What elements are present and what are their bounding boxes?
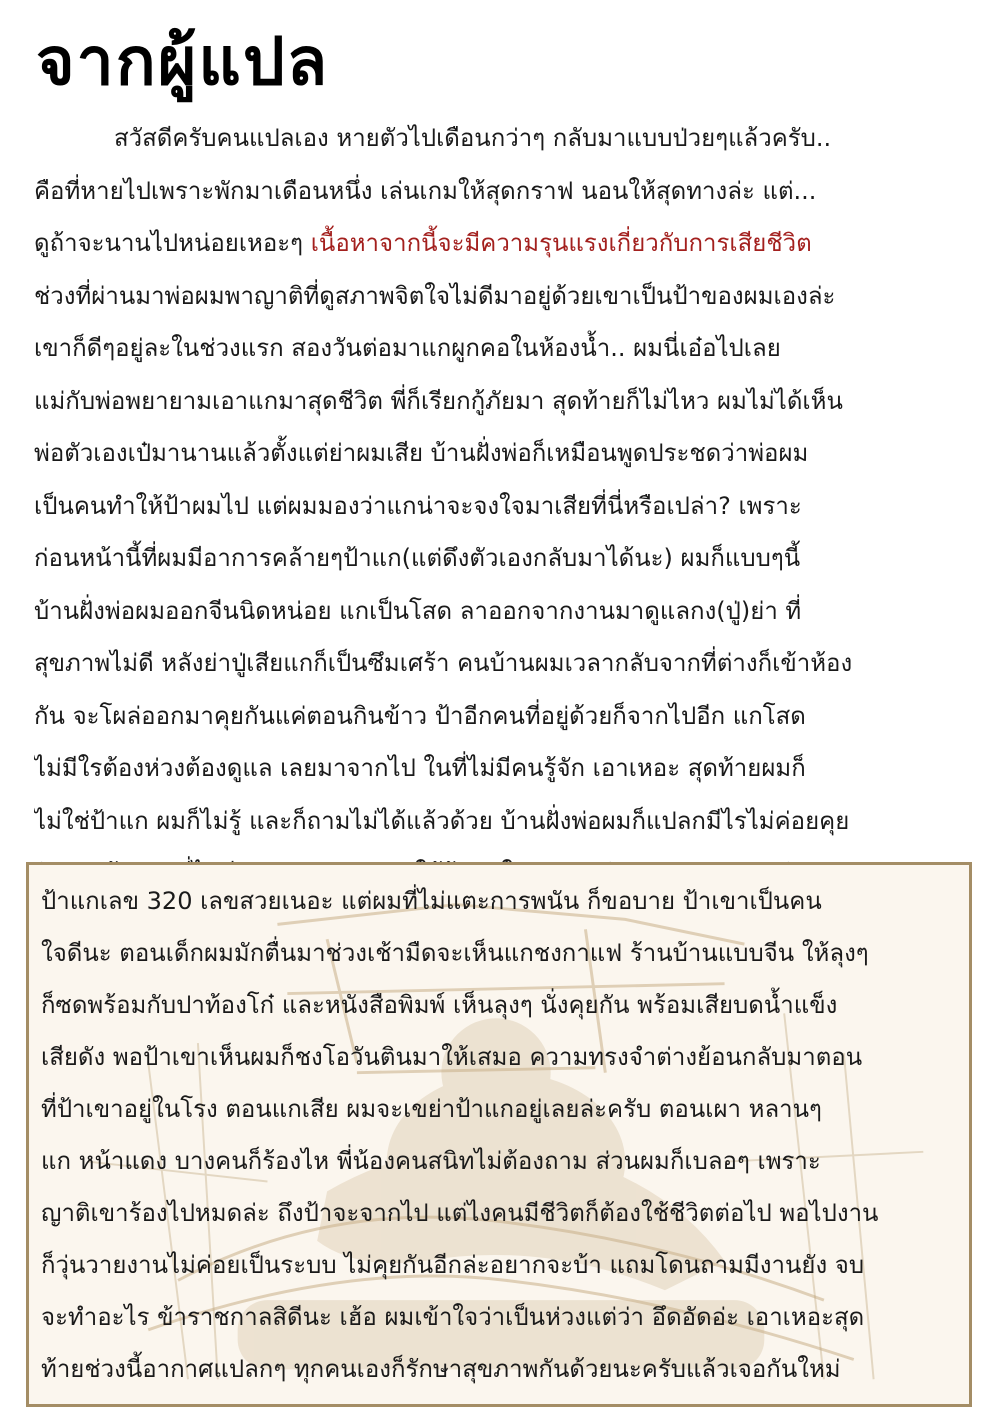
frame-text-line: เสียดัง พอป้าเขาเห็นผมก็ชงโอวันตินมาให้เสมอ ความทรงจำต่างย้อนกลับมาตอน — [41, 1043, 863, 1071]
text-line: ก่อนหน้านี้ที่ผมมีอาการคล้ายๆป้าแก(แต่ดึงตัวเองกลับมาได้นะ) ผมก็แบบๆนี้ — [34, 544, 801, 572]
frame-text-line: ก็วุ่นวายงานไม่ค่อยเป็นระบบ ไม่คุยกันอีกล่ะอยากจะบ้า แถมโดนถามมีงานยัง จบ — [41, 1251, 865, 1279]
illustration-frame — [26, 862, 972, 1407]
text-line: ไม่มีใรต้องห่วงต้องดูแล เลยมาจากไป ในที่ไม่มีคนรู้จัก เอาเหอะ สุดท้ายผมก็ — [34, 754, 806, 782]
text-line: สวัสดีครับคนแปลเอง หายตัวไปเดือนกว่าๆ กลับมาแบบป่วยๆแล้วครับ.. — [114, 124, 832, 152]
frame-text-line: ก็ซดพร้อมกับปาท้องโก๋ และหนังสือพิมพ์ เห็นลุงๆ นั่งคุยกัน พร้อมเสียบดน้ำแข็ง — [41, 991, 838, 1019]
text-line: คือที่หายไปเพราะพักมาเดือนหนึ่ง เล่นเกมให้สุดกราฟ นอนให้สุดทางล่ะ แต่... — [34, 176, 817, 205]
text-line: แม่กับพ่อพยายามเอาแกมาสุดชีวิต พี่ก็เรียกกู้ภัยมา สุดท้ายก็ไม่ไหว ผมไม่ได้เห็น — [34, 386, 843, 415]
frame-text-line: ญาติเขาร้องไปหมดล่ะ ถึงป้าจะจากไป แต่ไงคนมีชีวิตก็ต้องใช้ชีวิตต่อไป พอไปงาน — [41, 1199, 879, 1227]
frame-text-line: จะทำอะไร ข้าราชกาลสิดีนะ เฮ้อ ผมเข้าใจว่าเป็นห่วงแต่ว่า อึดอัดอ่ะ เอาเหอะสุด — [41, 1303, 865, 1331]
frame-text-line: ป้าแกเลข 320 เลขสวยเนอะ แต่ผมที่ไม่แตะการพนัน ก็ขอบาย ป้าเขาเป็นคน — [41, 887, 822, 915]
text-plain: ดูถ้าจะนานไปหน่อยเหอะๆ — [34, 229, 311, 257]
text-line: เขาก็ดีๆอยู่ละในช่วงแรก สองวันต่อมาแกผูกคอในห้องน้ำ.. ผมนี่เอ๋อไปเลย — [34, 334, 781, 362]
warning-highlight: เนื้อหาจากนี้จะมีความรุนแรงเกี่ยวกับการเสียชีวิต — [310, 229, 812, 257]
text-line: สุขภาพไม่ดี หลังย่าปู่เสียแกก็เป็นซึมเศร้า คนบ้านผมเวลากลับจากที่ต่างก็เข้าห้อง — [34, 649, 853, 677]
frame-text-line: ท้ายช่วงนี้อากาศแปลกๆ ทุกคนเองก็รักษาสุขภาพกันด้วยนะครับแล้วเจอกันใหม่ — [41, 1355, 841, 1383]
text-line: กัน จะโผล่ออกมาคุยกันแค่ตอนกินข้าว ป้าอีกคนที่อยู่ด้วยก็จากไปอีก แกโสด — [34, 701, 806, 730]
frame-text-line: แก หน้าแดง บางคนก็ร้องไห พี่น้องคนสนิทไม่ต้องถาม ส่วนผมก็เบลอๆ เพราะ — [41, 1147, 821, 1175]
frame-text-block — [41, 875, 961, 1395]
note-body — [34, 112, 974, 900]
text-line: พ่อตัวเองเป๋มานานแล้วตั้งแต่ย่าผมเสีย บ้านฝั่งพ่อก็เหมือนพูดประชดว่าพ่อผม — [34, 439, 809, 467]
frame-text-line: ที่ป้าเขาอยู่ในโรง ตอนแกเสีย ผมจะเขย่าป้าแกอยู่เลยล่ะครับ ตอนเผา หลานๆ — [41, 1095, 822, 1123]
text-line: เป็นคนทำให้ป้าผมไป แต่ผมมองว่าแกน่าจะจงใจมาเสียที่นี่หรือเปล่า? เพราะ — [34, 491, 802, 520]
text-line: บ้านฝั่งพ่อผมออกจีนนิดหน่อย แกเป็นโสด ลาออกจากงานมาดูแลกง(ปู่)ย่า ที่ — [34, 596, 802, 625]
page-title: จากผู้แปล — [36, 23, 330, 100]
text-line-warning — [34, 217, 974, 270]
text-line: ช่วงที่ผ่านมาพ่อผมพาญาติที่ดูสภาพจิตใจไม่ดีมาอยู่ด้วยเขาเป็นป้าของผมเองล่ะ — [34, 281, 836, 310]
frame-text-line: ใจดีนะ ตอนเด็กผมมักตื่นมาช่วงเช้ามืดจะเห็นแกชงกาแฟ ร้านบ้านแบบจีน ให้ลุงๆ — [41, 939, 869, 967]
text-line: ไม่ใช่ป้าแก ผมก็ไม่รู้ และก็ถามไม่ได้แล้วด้วย บ้านฝั่งพ่อผมก็แปลกมีไรไม่ค่อยคุย — [34, 806, 850, 835]
